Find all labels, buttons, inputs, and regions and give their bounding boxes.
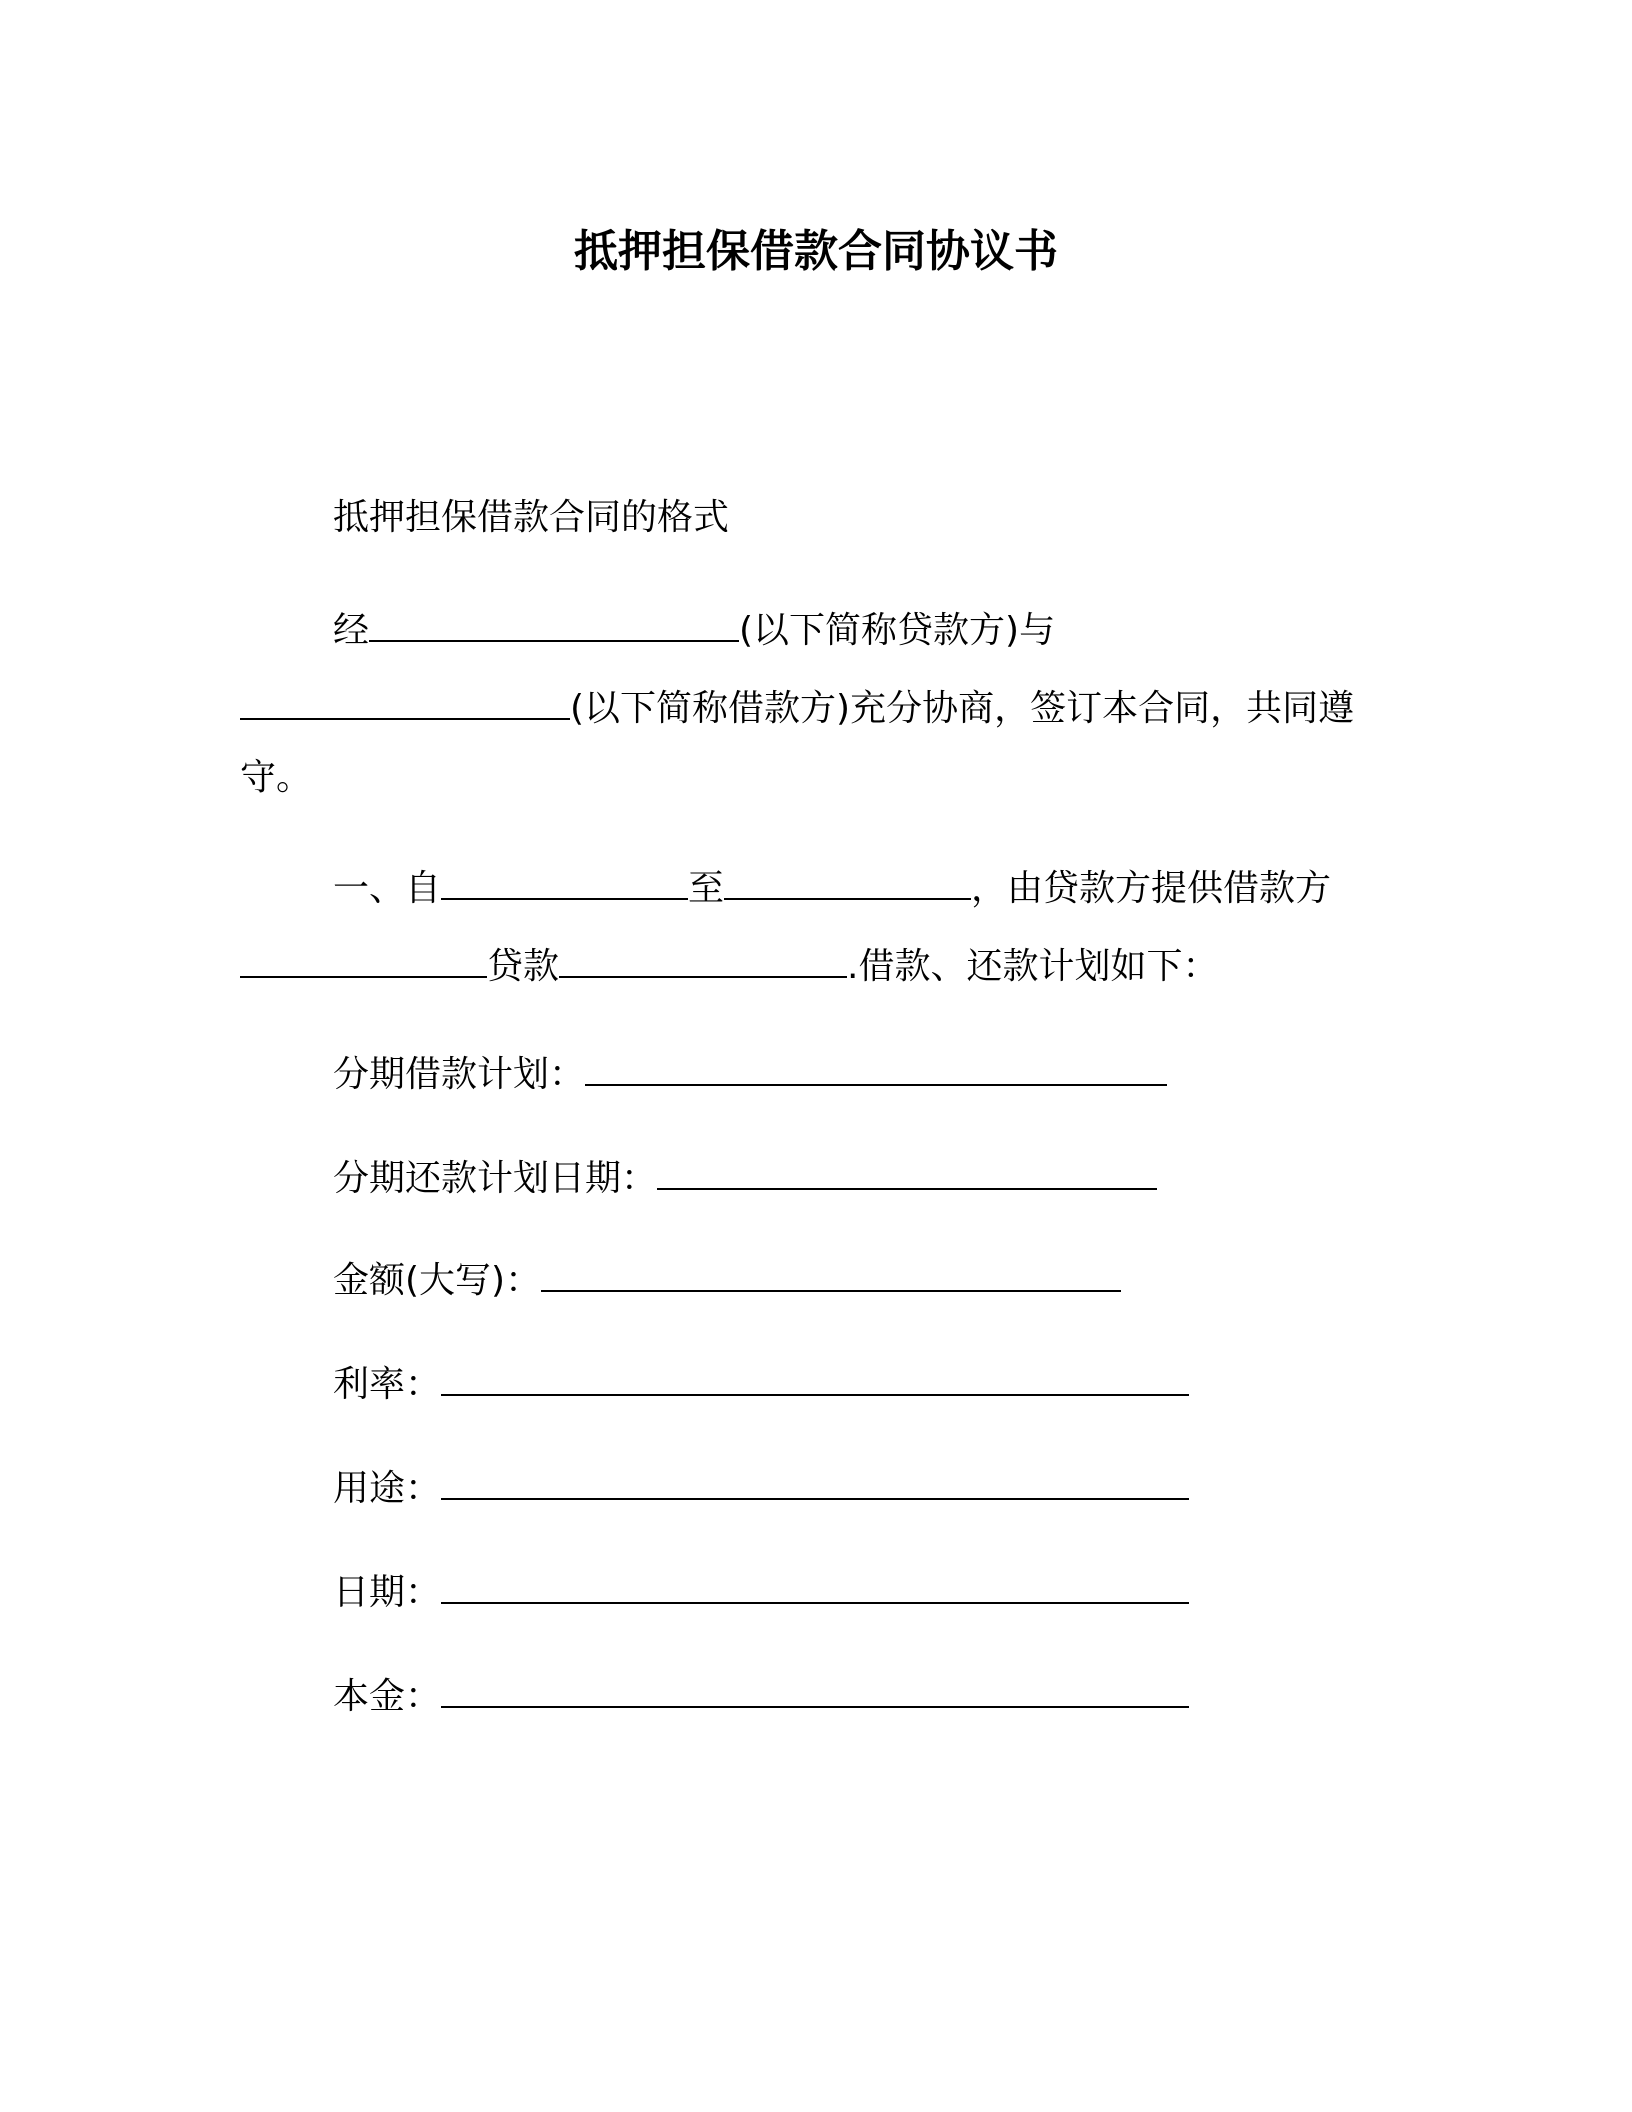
field-label: 金额(大写)：	[333, 1260, 542, 1301]
field-date	[333, 1560, 1189, 1617]
borrower-name-blank[interactable]	[240, 676, 570, 720]
field-repayment-date	[333, 1146, 1157, 1203]
field-purpose	[333, 1456, 1189, 1513]
field-label: 利率：	[333, 1364, 442, 1405]
field-label: 分期还款计划日期：	[333, 1158, 658, 1199]
clause-1-loan: 贷款	[487, 946, 560, 987]
intro-prefix: 经	[333, 610, 370, 651]
intro-line-1	[333, 598, 1055, 655]
field-interest-rate	[333, 1352, 1189, 1409]
installment-loan-plan-blank[interactable]	[585, 1042, 1167, 1086]
intro-line-2	[240, 676, 1354, 733]
amount-capital-blank[interactable]	[541, 1248, 1121, 1292]
field-principal	[333, 1664, 1189, 1721]
interest-rate-blank[interactable]	[441, 1352, 1189, 1396]
clause-1-suffix: ，由贷款方提供借款方	[971, 868, 1332, 909]
date-blank[interactable]	[441, 1560, 1189, 1604]
intro-line-3: 守。	[240, 757, 313, 798]
field-label: 用途：	[333, 1468, 442, 1509]
loan-type-blank[interactable]	[240, 934, 487, 978]
field-amount-capital	[333, 1248, 1121, 1305]
field-label: 分期借款计划：	[333, 1054, 586, 1095]
start-date-blank[interactable]	[441, 856, 688, 900]
document-subtitle: 抵押担保借款合同的格式	[333, 497, 730, 538]
loan-amount-blank[interactable]	[559, 934, 847, 978]
repayment-date-blank[interactable]	[657, 1146, 1157, 1190]
clause-1-line-2	[240, 934, 1218, 991]
clause-1-prefix: 一、自	[333, 868, 442, 909]
intro-lender-suffix: (以下简称贷款方)与	[739, 610, 1056, 651]
field-label: 日期：	[333, 1572, 442, 1613]
principal-blank[interactable]	[441, 1664, 1189, 1708]
field-installment-loan-plan	[333, 1042, 1167, 1099]
document-title: 抵押担保借款合同协议书	[574, 226, 1058, 277]
end-date-blank[interactable]	[724, 856, 971, 900]
clause-1-tail: .借款、还款计划如下：	[847, 946, 1219, 987]
intro-borrower-suffix: (以下简称借款方)充分协商，签订本合同，共同遵	[570, 688, 1355, 729]
purpose-blank[interactable]	[441, 1456, 1189, 1500]
clause-1-to: 至	[688, 868, 725, 909]
clause-1-line-1	[333, 856, 1331, 913]
lender-name-blank[interactable]	[369, 598, 739, 642]
field-label: 本金：	[333, 1676, 442, 1717]
